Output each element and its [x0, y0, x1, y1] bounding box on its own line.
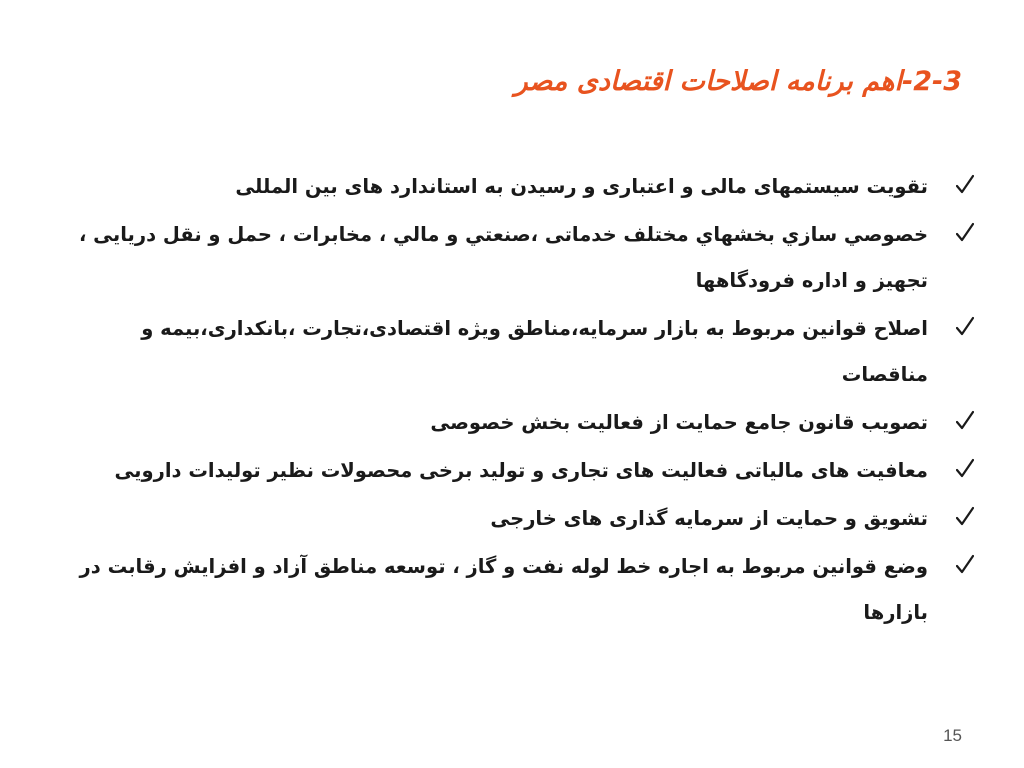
page-number: 15 [943, 726, 962, 745]
checkmark-icon [956, 554, 974, 576]
bullet-text: وضع قوانین مربوط به اجاره خط لوله نفت و گاز ، توسعه مناطق آزاد و افزایش رقابت در بازارها [79, 555, 928, 624]
bullet-text: تشویق و حمایت از سرمایه گذاری های خارجی [490, 507, 928, 530]
checkmark-icon [956, 174, 974, 196]
checkmark-icon [956, 410, 974, 432]
bullet-text: خصوصي سازي بخشهاي مختلف خدماتی ،صنعتي و مالي ، مخابرات ، حمل و نقل دریایی ، تجهیز و اداره فرودگاهها [78, 223, 928, 292]
bullet-item [58, 212, 988, 304]
checkmark-icon [956, 316, 974, 338]
checkmark-icon [956, 222, 974, 244]
bullet-text: اصلاح قوانین مربوط به بازار سرمایه،مناطق ویژه اقتصادی،تجارت ،بانکداری،بیمه و مناقصات [141, 317, 928, 386]
bullet-text: تصویب قانون جامع حمایت از فعالیت بخش خصوصی [430, 411, 928, 434]
checkmark-icon [956, 506, 974, 528]
slide-title: 2-3-اهم برنامه اصلاحات اقتصادی مصر [514, 66, 962, 97]
bullet-item [58, 164, 988, 210]
bullet-text: تقویت سیستمهای مالی و اعتباری و رسیدن به استاندارد های بین المللی [235, 175, 928, 198]
bullet-item [58, 448, 988, 494]
bullet-item [58, 306, 988, 398]
checkmark-icon [956, 458, 974, 480]
bullet-text: معافیت های مالیاتی فعالیت های تجاری و تولید برخی محصولات نظیر تولیدات دارویی [114, 459, 928, 482]
bullet-item [58, 400, 988, 446]
bullet-list [58, 164, 988, 638]
bullet-item [58, 496, 988, 542]
bullet-item [58, 544, 988, 636]
